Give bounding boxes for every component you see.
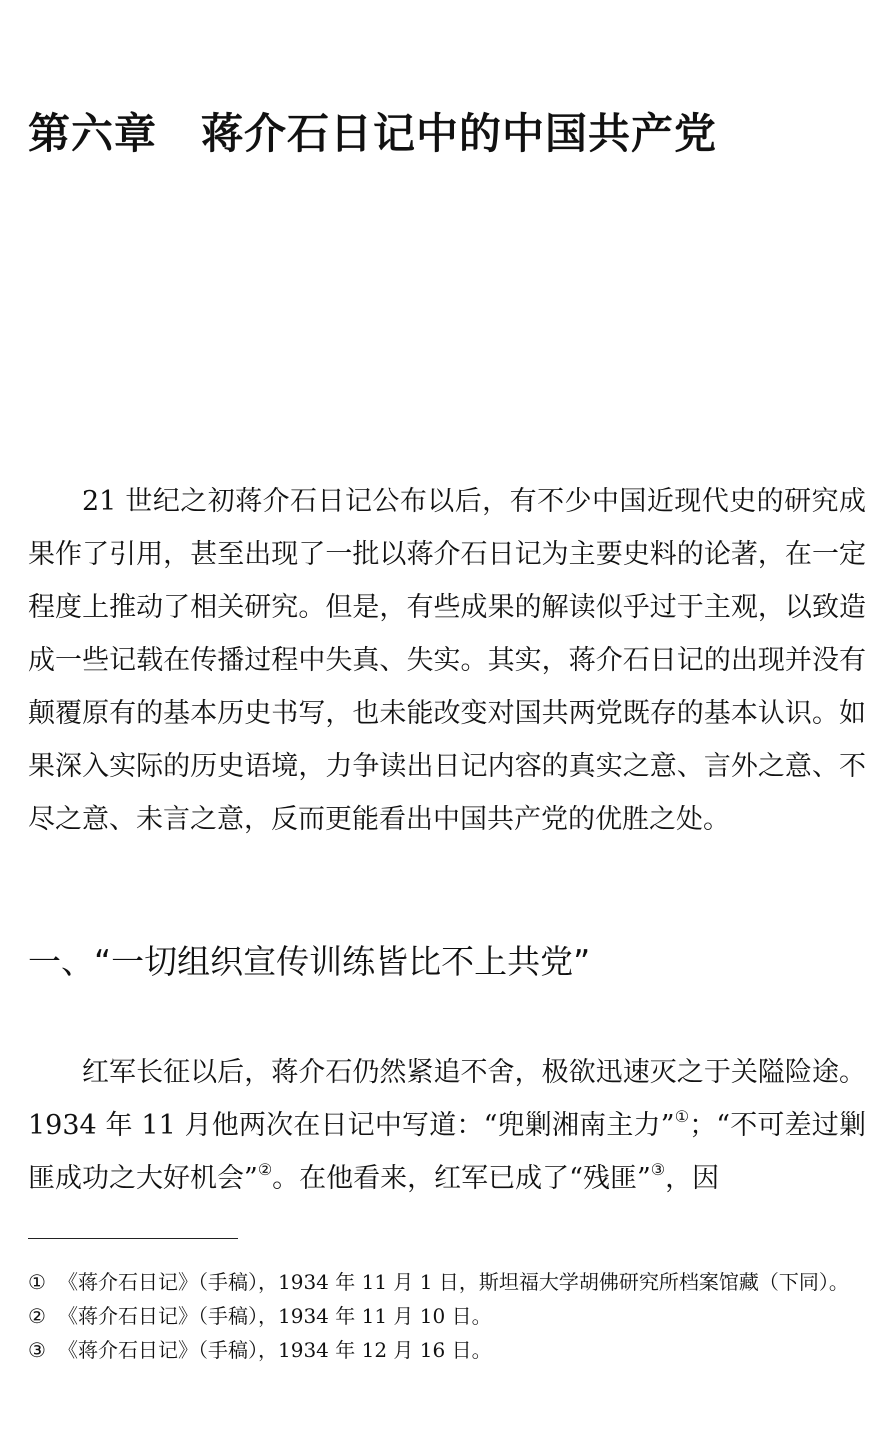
body-text-part: 。在他看来，红军已成了“残匪” <box>272 1163 651 1194</box>
chapter-title-text: 蒋介石日记中的中国共产党 <box>201 109 718 158</box>
footnotes-list <box>28 1265 868 1367</box>
footnote-rule <box>28 1238 238 1239</box>
footnote-item <box>28 1333 868 1367</box>
chapter-title <box>28 108 717 160</box>
footnote-text: 《蒋介石日记》（手稿），1934 年 11 月 10 日。 <box>58 1304 492 1328</box>
footnote-item <box>28 1299 868 1333</box>
footnote-mark: ① <box>28 1270 46 1294</box>
footnote-ref-1[interactable]: ① <box>674 1107 690 1126</box>
body-text-part: ，因 <box>665 1163 720 1194</box>
footnote-text: 《蒋介石日记》（手稿），1934 年 11 月 1 日，斯坦福大学胡佛研究所档案馆藏（下同）。 <box>58 1270 849 1294</box>
footnote-mark: ③ <box>28 1338 46 1362</box>
section-body-paragraph <box>28 1046 866 1205</box>
body-text-part: 红军长征以后，蒋介石仍然紧追不舍，极欲迅速灭之于关隘险途。1934 年 11 月他两次在日记中写道：“兜剿湘南主力” <box>28 1057 866 1141</box>
footnote-ref-3[interactable]: ③ <box>650 1160 666 1179</box>
footnote-ref-2[interactable]: ② <box>257 1160 273 1179</box>
footnote-item <box>28 1265 868 1299</box>
section-heading: 一、“一切组织宣传训练皆比不上共党” <box>28 942 591 981</box>
footnote-text: 《蒋介石日记》（手稿），1934 年 12 月 16 日。 <box>58 1338 492 1362</box>
intro-paragraph: 21 世纪之初蒋介石日记公布以后，有不少中国近现代史的研究成果作了引用，甚至出现了一批以蒋介石日记为主要史料的论著，在一定程度上推动了相关研究。但是，有些成果的解读似乎过于主观，以致造成一些记载在传播过程中失真、失实。其实，蒋介石日记的出现并没有颠覆原有的基本历史书写，也未能改变对国共两党既存的基本认识。如果深入实际的历史语境，力争读出日记内容的真实之意、言外之意、不尽之意、未言之意，反而更能看出中国共产党的优胜之处。 <box>28 486 866 835</box>
body-text-part: ；“不可差过剿匪成功之大好机会” <box>28 1110 866 1194</box>
chapter-number: 第六章 <box>28 109 158 158</box>
footnote-mark: ② <box>28 1304 46 1328</box>
